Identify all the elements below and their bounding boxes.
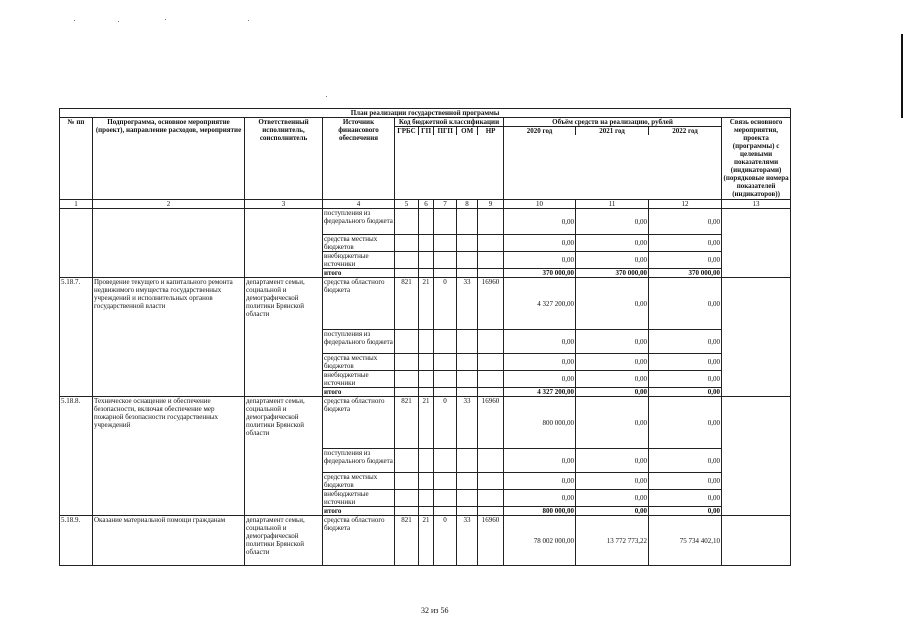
code-pgp: 0: [434, 278, 457, 330]
column-number: 8: [457, 200, 478, 209]
code-om: [457, 330, 478, 354]
code-om: [457, 490, 478, 507]
amount-v2022: 0,00: [649, 473, 722, 490]
code-ir: [478, 235, 504, 252]
source-cell: внебюджетные источники: [323, 371, 395, 388]
source-cell: итого: [323, 269, 395, 278]
source-cell: средства областного бюджета: [323, 516, 395, 566]
code-gp: [419, 209, 434, 235]
empty-num-cell: [60, 209, 93, 278]
code-ir: 16960: [478, 397, 504, 449]
amount-v2020: 0,00: [504, 209, 576, 235]
amount-v2020: 800 000,00: [504, 397, 576, 449]
amount-v2022: 0,00: [649, 397, 722, 449]
amount-v2020: 0,00: [504, 473, 576, 490]
responsible-cell: департамент семьи, социальной и демографической политики Брянской области: [245, 516, 323, 566]
code-gp: [419, 354, 434, 371]
amount-v2020: 0,00: [504, 330, 576, 354]
program-plan-table: [59, 108, 791, 566]
code-gp: [419, 388, 434, 397]
amount-v2021: 0,00: [576, 449, 649, 473]
code-grbs: [395, 354, 419, 371]
code-grbs: [395, 252, 419, 269]
responsible-cell: департамент семьи, социальной и демографической политики Брянской области: [245, 397, 323, 516]
column-number: 10: [504, 200, 576, 209]
code-pgp: [434, 354, 457, 371]
source-cell: поступления из федерального бюджета: [323, 209, 395, 235]
code-om: [457, 449, 478, 473]
code-ir: [478, 449, 504, 473]
code-pgp: 0: [434, 516, 457, 566]
source-cell: средства областного бюджета: [323, 278, 395, 330]
amount-v2020: 0,00: [504, 354, 576, 371]
code-om: 33: [457, 397, 478, 449]
source-cell: внебюджетные источники: [323, 252, 395, 269]
code-pgp: [434, 252, 457, 269]
row-number-cell: 5.18.7.: [60, 278, 93, 397]
code-om: [457, 354, 478, 371]
amount-v2022: 0,00: [649, 449, 722, 473]
table-row: [60, 397, 791, 449]
amount-v2021: 0,00: [576, 507, 649, 516]
source-cell: поступления из федерального бюджета: [323, 449, 395, 473]
source-cell: внебюджетные источники: [323, 490, 395, 507]
link-cell: [722, 209, 791, 278]
amount-v2021: 0,00: [576, 235, 649, 252]
code-grbs: [395, 330, 419, 354]
code-grbs: [395, 269, 419, 278]
amount-v2022: 0,00: [649, 209, 722, 235]
code-grbs: [395, 371, 419, 388]
code-gp: [419, 371, 434, 388]
activity-name-cell: Техническое оснащение и обеспечение безопасности, включая обеспечение мер пожарной безопасности государственных учреждений: [93, 397, 245, 516]
source-cell: поступления из федерального бюджета: [323, 330, 395, 354]
amount-v2021: 370 000,00: [576, 269, 649, 278]
code-ir: [478, 371, 504, 388]
code-gp: [419, 449, 434, 473]
code-grbs: [395, 490, 419, 507]
amount-v2021: 0,00: [576, 371, 649, 388]
amount-v2021: 0,00: [576, 330, 649, 354]
code-gp: [419, 252, 434, 269]
amount-v2020: 4 327 200,00: [504, 388, 576, 397]
column-number: 1: [60, 200, 93, 209]
source-cell: средства местных бюджетов: [323, 354, 395, 371]
column-number: 9: [478, 200, 504, 209]
code-ir: 16960: [478, 516, 504, 566]
source-cell: средства местных бюджетов: [323, 473, 395, 490]
source-cell: итого: [323, 388, 395, 397]
header-responsible: Ответственный исполнитель, соисполнитель: [245, 118, 323, 200]
code-grbs: 821: [395, 278, 419, 330]
code-om: [457, 252, 478, 269]
code-gp: [419, 269, 434, 278]
amount-v2021: 13 772 773,22: [576, 516, 649, 566]
code-om: [457, 269, 478, 278]
code-ir: 16960: [478, 278, 504, 330]
code-pgp: [434, 209, 457, 235]
code-ir: [478, 269, 504, 278]
code-ir: [478, 473, 504, 490]
amount-v2022: 0,00: [649, 388, 722, 397]
amount-v2021: 0,00: [576, 397, 649, 449]
code-gp: 21: [419, 516, 434, 566]
header-subprogram: Подпрограмма, основное мероприятие (проект), направление расходов, мероприятие: [93, 118, 245, 200]
code-pgp: [434, 449, 457, 473]
code-pgp: [434, 371, 457, 388]
amount-v2021: 0,00: [576, 490, 649, 507]
amount-v2022: 0,00: [649, 278, 722, 330]
code-om: [457, 371, 478, 388]
column-number: 13: [722, 200, 791, 209]
amount-v2022: 0,00: [649, 330, 722, 354]
code-gp: [419, 473, 434, 490]
column-number: 3: [245, 200, 323, 209]
amount-v2022: 0,00: [649, 490, 722, 507]
code-om: [457, 473, 478, 490]
amount-v2022: 75 734 402,10: [649, 516, 722, 566]
code-grbs: 821: [395, 516, 419, 566]
amount-v2021: 0,00: [576, 278, 649, 330]
code-ir: [478, 490, 504, 507]
column-number: 5: [395, 200, 419, 209]
column-numbers-row: [60, 200, 791, 209]
amount-v2021: 0,00: [576, 252, 649, 269]
code-grbs: [395, 235, 419, 252]
code-om: [457, 507, 478, 516]
empty-name-cell: [93, 209, 245, 278]
header-link: Связь основного мероприятия, проекта (программы) с целевыми показателями (индикаторами) (порядковые номера показателей (индикаторов)): [723, 118, 789, 198]
table-row: [60, 278, 791, 330]
column-number: 12: [649, 200, 722, 209]
code-om: [457, 209, 478, 235]
code-om: 33: [457, 516, 478, 566]
column-number: 11: [576, 200, 649, 209]
header-volume: Объём средств на реализацию, рублей 2020 год 2021 год 2022 год: [504, 118, 722, 200]
amount-v2022: 0,00: [649, 252, 722, 269]
code-om: [457, 388, 478, 397]
responsible-cell: департамент семьи, социальной и демографической политики Брянской области: [245, 278, 323, 397]
amount-v2021: 0,00: [576, 354, 649, 371]
code-gp: [419, 330, 434, 354]
activity-name-cell: Оказание материальной помощи гражданам: [93, 516, 245, 566]
amount-v2021: 0,00: [576, 388, 649, 397]
amount-v2020: 0,00: [504, 252, 576, 269]
code-gp: [419, 235, 434, 252]
header-kbk: Код бюджетной классификации ГРБС ГП ПГП ОМ НР: [395, 118, 504, 200]
amount-v2022: 0,00: [649, 371, 722, 388]
code-ir: [478, 388, 504, 397]
code-pgp: [434, 490, 457, 507]
header-num: № пп: [60, 118, 93, 200]
table-row: [60, 209, 791, 235]
amount-v2022: 0,00: [649, 507, 722, 516]
code-om: [457, 235, 478, 252]
code-pgp: [434, 388, 457, 397]
code-pgp: [434, 235, 457, 252]
code-grbs: [395, 473, 419, 490]
source-cell: средства местных бюджетов: [323, 235, 395, 252]
amount-v2020: 800 000,00: [504, 507, 576, 516]
column-number: 4: [323, 200, 395, 209]
code-gp: 21: [419, 397, 434, 449]
column-number: 2: [93, 200, 245, 209]
amount-v2020: 4 327 200,00: [504, 278, 576, 330]
link-cell: [722, 278, 791, 397]
code-pgp: [434, 473, 457, 490]
link-cell: [722, 397, 791, 516]
amount-v2021: 0,00: [576, 209, 649, 235]
amount-v2022: 0,00: [649, 235, 722, 252]
code-grbs: 821: [395, 397, 419, 449]
code-ir: [478, 252, 504, 269]
amount-v2020: 78 002 000,00: [504, 516, 576, 566]
code-grbs: [395, 449, 419, 473]
source-cell: итого: [323, 507, 395, 516]
amount-v2022: 0,00: [649, 354, 722, 371]
source-cell: средства областного бюджета: [323, 397, 395, 449]
code-grbs: [395, 388, 419, 397]
code-pgp: [434, 507, 457, 516]
amount-v2020: 0,00: [504, 235, 576, 252]
amount-v2022: 370 000,00: [649, 269, 722, 278]
code-grbs: [395, 209, 419, 235]
header-source: Источник финансового обеспечения: [323, 118, 395, 200]
scan-specks: [0, 18, 905, 26]
code-ir: [478, 209, 504, 235]
row-number-cell: 5.18.9.: [60, 516, 93, 566]
link-cell: [722, 516, 791, 566]
amount-v2020: 370 000,00: [504, 269, 576, 278]
code-gp: [419, 507, 434, 516]
code-pgp: 0: [434, 397, 457, 449]
code-ir: [478, 507, 504, 516]
table-title: План реализации государственной программы: [60, 109, 791, 118]
table-row: [60, 516, 791, 566]
code-ir: [478, 354, 504, 371]
code-ir: [478, 330, 504, 354]
column-number: 6: [419, 200, 434, 209]
row-number-cell: 5.18.8.: [60, 397, 93, 516]
code-om: 33: [457, 278, 478, 330]
code-pgp: [434, 330, 457, 354]
activity-name-cell: Проведение текущего и капитального ремонта недвижимого имущества государственных учреждений и исполнительных органов государственной власти: [93, 278, 245, 397]
empty-resp-cell: [245, 209, 323, 278]
code-gp: 21: [419, 278, 434, 330]
amount-v2020: 0,00: [504, 490, 576, 507]
amount-v2021: 0,00: [576, 473, 649, 490]
amount-v2020: 0,00: [504, 371, 576, 388]
code-grbs: [395, 507, 419, 516]
amount-v2020: 0,00: [504, 449, 576, 473]
code-gp: [419, 490, 434, 507]
page-number: 32 из 56: [421, 606, 449, 615]
code-pgp: [434, 269, 457, 278]
scan-edge-line: [901, 34, 903, 118]
column-number: 7: [434, 200, 457, 209]
